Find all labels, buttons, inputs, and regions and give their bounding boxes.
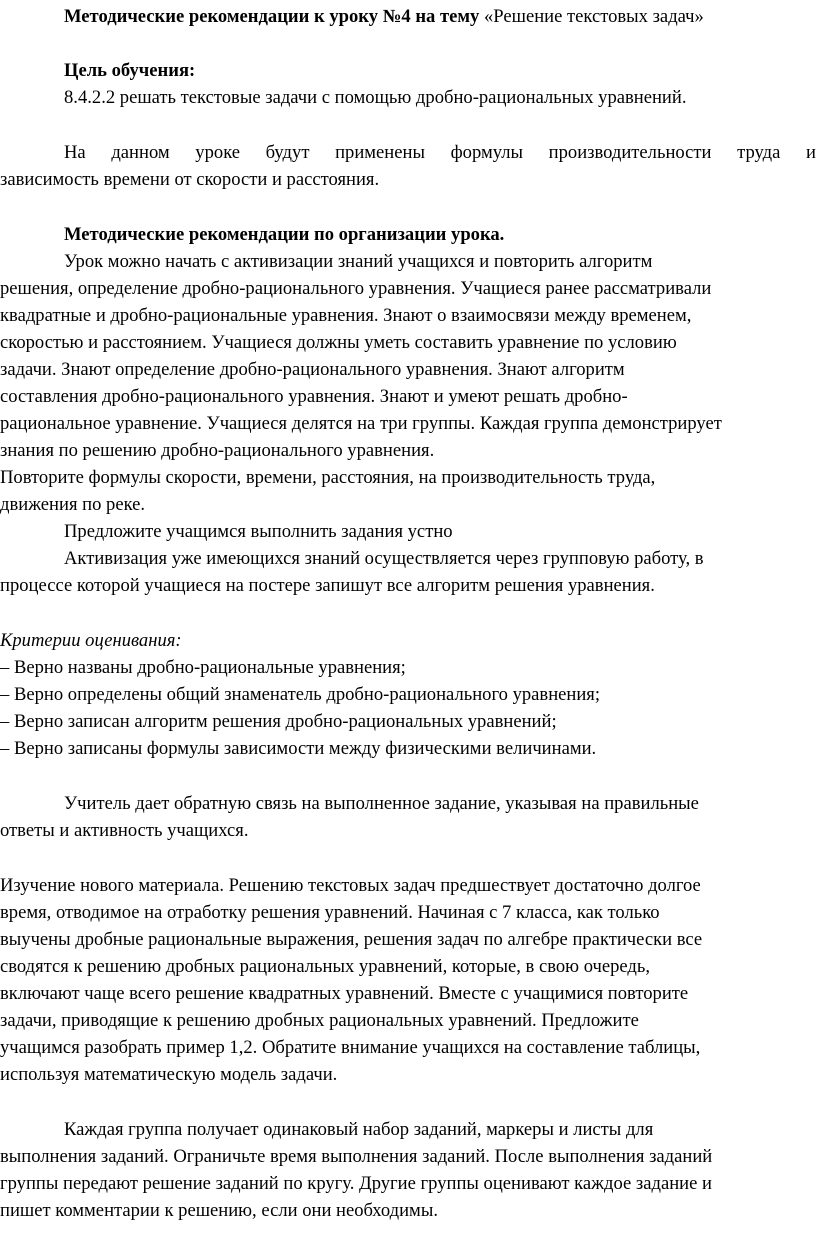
goal-text: 8.4.2.2 решать текстовые задачи с помощью дробно-рациональных уравнений. — [64, 87, 687, 108]
new-material-line: сводятся к решению дробных рациональных уравнений, которые, в свою очередь, — [0, 956, 651, 977]
org-line: Урок можно начать с активизации знаний учащихся и повторить алгоритм — [64, 251, 653, 272]
org-line: процессе которой учащиеся на постере запишут все алгоритм решения уравнения. — [0, 575, 655, 596]
org-line: движения по реке. — [0, 494, 146, 515]
org-line: задачи. Знают определение дробно-рационального уравнения. Знают алгоритм — [0, 359, 625, 380]
new-material-line: включают чаще всего решение квадратных уравнений. Вместе с учащимися повторите — [0, 983, 689, 1004]
intro-line-2: зависимость времени от скорости и расстояния. — [0, 169, 380, 190]
groups-line: Каждая группа получает одинаковый набор заданий, маркеры и листы для — [64, 1119, 654, 1140]
criteria-item: – Верно названы дробно-рациональные уравнения; — [0, 657, 406, 678]
org-line: квадратные и дробно-рациональные уравнения. Знают о взаимосвязи между временем, — [0, 305, 692, 326]
feedback-line: Учитель дает обратную связь на выполненное задание, указывая на правильные — [64, 793, 699, 814]
org-line: скоростью и расстоянием. Учащиеся должны уметь составить уравнение по условию — [0, 332, 677, 353]
org-line: решения, определение дробно-рационального уравнения. Учащиеся ранее рассматривали — [0, 278, 712, 299]
groups-line: группы передают решение заданий по кругу. Другие группы оценивают каждое задание и — [0, 1173, 712, 1194]
new-material-line: время, отводимое на отработку решения уравнений. Начиная с 7 класса, как только — [0, 902, 660, 923]
groups-line: выполнения заданий. Ограничьте время выполнения заданий. После выполнения заданий — [0, 1146, 713, 1167]
title-bold: Методические рекомендации к уроку №4 на тему — [64, 6, 480, 27]
new-material-line: Изучение нового материала. Решению текстовых задач предшествует достаточно долгое — [0, 875, 701, 896]
criteria-heading: Критерии оценивания: — [0, 630, 182, 651]
criteria-item: – Верно записан алгоритм решения дробно-рациональных уравнений; — [0, 711, 557, 732]
org-line: знания по решению дробно-рационального уравнения. — [0, 440, 435, 461]
criteria-item: – Верно определены общий знаменатель дробно-рационального уравнения; — [0, 684, 601, 705]
new-material-line: задачи, приводящие к решению дробных рациональных уравнений. Предложите — [0, 1010, 639, 1031]
org-line: рациональное уравнение. Учащиеся делятся на три группы. Каждая группа демонстрирует — [0, 413, 722, 434]
org-heading: Методические рекомендации по организации урока. — [64, 224, 505, 245]
title-topic: «Решение текстовых задач» — [479, 6, 704, 27]
criteria-item: – Верно записаны формулы зависимости между физическими величинами. — [0, 738, 597, 759]
goal-heading: Цель обучения: — [64, 60, 196, 81]
document-title — [64, 4, 816, 30]
org-line: Активизация уже имеющихся знаний осуществляется через групповую работу, в — [64, 548, 704, 569]
new-material-line: учащимся разобрать пример 1,2. Обратите внимание учащихся на составление таблицы, — [0, 1037, 701, 1058]
feedback-line: ответы и активность учащихся. — [0, 820, 249, 841]
new-material-line: используя математическую модель задачи. — [0, 1064, 338, 1085]
org-line: Предложите учащимся выполнить задания устно — [64, 521, 453, 542]
groups-line: пишет комментарии к решению, если они необходимы. — [0, 1200, 438, 1221]
intro-line-1: На данном уроке будут применены формулы производительности труда и — [64, 142, 816, 163]
org-line: составления дробно-рационального уравнения. Знают и умеют решать дробно- — [0, 386, 628, 407]
new-material-line: выучены дробные рациональные выражения, решения задач по алгебре практически все — [0, 929, 703, 950]
org-line: Повторите формулы скорости, времени, расстояния, на производительность труда, — [0, 467, 656, 488]
